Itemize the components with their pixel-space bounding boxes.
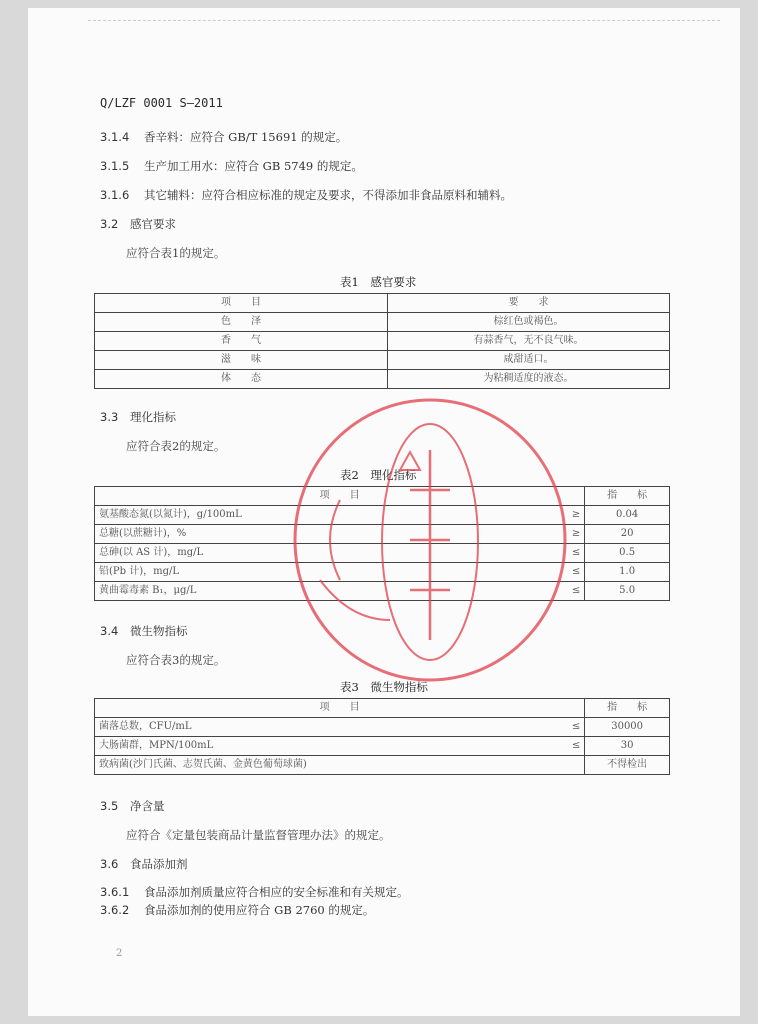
net-content-text: 应符合《定量包装商品计量监督管理办法》的规定。 <box>126 828 391 842</box>
header-cell: 指 标 <box>585 487 670 506</box>
clause-3-1-4: 3.1.4 香辛料：应符合 GB/T 15691 的规定。 <box>100 130 348 144</box>
comparison-symbol: ≥ <box>562 506 585 525</box>
clause-3-1-5: 3.1.5 生产加工用水：应符合 GB 5749 的规定。 <box>100 159 363 173</box>
comparison-symbol <box>562 756 585 775</box>
table-cell: 色 泽 <box>95 313 388 332</box>
sensory-intro: 应符合表1的规定。 <box>126 246 226 260</box>
table-row <box>95 313 670 332</box>
table-row <box>95 544 670 563</box>
table-cell: 不得检出 <box>585 756 670 775</box>
scan-edge-line <box>88 20 720 21</box>
comparison-symbol: ≤ <box>562 544 585 563</box>
comparison-symbol: ≤ <box>562 737 585 756</box>
table-cell: 总砷(以 AS 计)，mg/L <box>95 544 563 563</box>
table-cell: 总糖(以蔗糖计)，% <box>95 525 563 544</box>
table-1-caption: 表1 感官要求 <box>340 275 417 289</box>
header-cell: 项 目 <box>95 487 585 506</box>
table-row <box>95 737 670 756</box>
table-cell: 氨基酸态氮(以氮计)，g/100mL <box>95 506 563 525</box>
table-header-row <box>95 699 670 718</box>
table-header-row <box>95 487 670 506</box>
physchem-intro: 应符合表2的规定。 <box>126 439 226 453</box>
physchem-table <box>94 486 670 601</box>
table-cell: 滋 味 <box>95 351 388 370</box>
table-2-caption: 表2 理化指标 <box>340 468 417 482</box>
table-row <box>95 525 670 544</box>
clause-3-5-title: 3.5 净含量 <box>100 799 165 813</box>
table-cell: 5.0 <box>585 582 670 601</box>
header-cell: 项 目 <box>95 294 388 313</box>
clause-3-6-2: 3.6.2 食品添加剂的使用应符合 GB 2760 的规定。 <box>100 903 375 917</box>
micro-table <box>94 698 670 775</box>
comparison-symbol: ≥ <box>562 525 585 544</box>
header-cell: 指 标 <box>585 699 670 718</box>
clause-3-6-1: 3.6.1 食品添加剂质量应符合相应的安全标准和有关规定。 <box>100 885 409 899</box>
page-number: 2 <box>116 948 123 959</box>
table-row <box>95 718 670 737</box>
table-cell: 1.0 <box>585 563 670 582</box>
table-row <box>95 332 670 351</box>
clause-3-6-title: 3.6 食品添加剂 <box>100 857 188 871</box>
table-header-row <box>95 294 670 313</box>
table-cell: 体 态 <box>95 370 388 389</box>
clause-3-4-title: 3.4 微生物指标 <box>100 624 188 638</box>
table-cell: 30000 <box>585 718 670 737</box>
clause-3-2-title: 3.2 感官要求 <box>100 217 176 231</box>
table-cell: 大肠菌群，MPN/100mL <box>95 737 563 756</box>
micro-intro: 应符合表3的规定。 <box>126 653 226 667</box>
table-cell: 菌落总数，CFU/mL <box>95 718 563 737</box>
table-cell: 香 气 <box>95 332 388 351</box>
clause-3-1-6: 3.1.6 其它辅料：应符合相应标准的规定及要求，不得添加非食品原料和辅料。 <box>100 188 512 202</box>
table-cell: 30 <box>585 737 670 756</box>
table-cell: 致病菌(沙门氏菌、志贺氏菌、金黄色葡萄球菌) <box>95 756 563 775</box>
document-page <box>28 8 740 1016</box>
table-row <box>95 506 670 525</box>
table-cell: 黄曲霉毒素 B₁，μg/L <box>95 582 563 601</box>
comparison-symbol: ≤ <box>562 582 585 601</box>
table-cell: 0.5 <box>585 544 670 563</box>
standard-code: Q/LZF 0001 S—2011 <box>100 96 223 110</box>
table-cell: 铅(Pb 计)，mg/L <box>95 563 563 582</box>
header-cell: 要 求 <box>388 294 670 313</box>
clause-3-3-title: 3.3 理化指标 <box>100 410 176 424</box>
header-cell: 项 目 <box>95 699 585 718</box>
table-cell: 咸甜适口。 <box>388 351 670 370</box>
table-3-caption: 表3 微生物指标 <box>340 680 428 694</box>
sensory-table <box>94 293 670 389</box>
table-row <box>95 582 670 601</box>
table-row <box>95 351 670 370</box>
table-row <box>95 756 670 775</box>
table-row <box>95 563 670 582</box>
table-cell: 20 <box>585 525 670 544</box>
table-row <box>95 370 670 389</box>
comparison-symbol: ≤ <box>562 563 585 582</box>
table-cell: 有蒜香气，无不良气味。 <box>388 332 670 351</box>
table-cell: 为粘稠适度的液态。 <box>388 370 670 389</box>
table-cell: 棕红色或褐色。 <box>388 313 670 332</box>
comparison-symbol: ≤ <box>562 718 585 737</box>
table-cell: 0.04 <box>585 506 670 525</box>
